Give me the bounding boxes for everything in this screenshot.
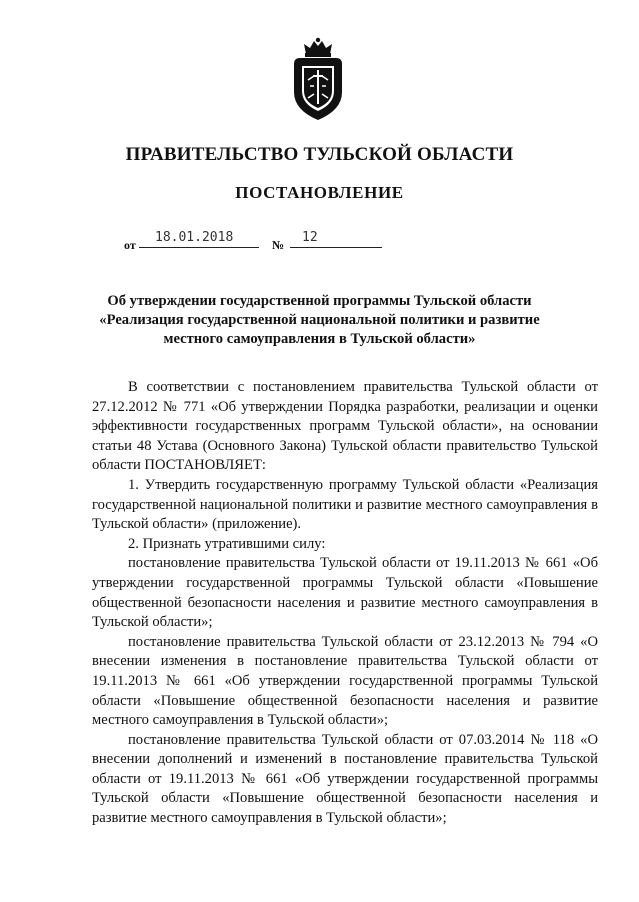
document-number: 12	[290, 230, 382, 248]
item-2-paragraph: 2. Признать утратившими силу:	[128, 535, 326, 552]
item-1-paragraph: 1. Утвердить государственную программу Тульской области «Реализация государственной национальной политики и развитие местного самоуправления в Тульской области» (приложение).	[92, 476, 598, 533]
repealed-act-2: постановление правительства Тульской области от 23.12.2013 № 794 «О внесении изменения в постановление правительства Тульской области от 19.11.2013 № 661 «Об утверждении государственной программы Тульской области «Повышение общественной безопасности населения и развитие местного самоуправления в Тульской области»;	[92, 633, 598, 729]
tula-coat-of-arms-icon	[286, 36, 350, 122]
document-body	[92, 378, 598, 829]
document-date: 18.01.2018	[139, 230, 259, 248]
number-label: №	[272, 238, 285, 252]
title-line-1: Об утверждении государственной программы Тульской области	[107, 293, 532, 309]
preamble-paragraph: В соответствии с постановлением правительства Тульской области от 27.12.2012 № 771 «Об утверждении Порядка разработки, реализации и оценки эффективности государственных программ Тульской области», на основании статьи 48 Устава (Основного Закона) Тульской области правительство Тульской области ПОСТАНОВЛЯЕТ:	[92, 379, 598, 474]
title-line-3: местного самоуправления в Тульской области»	[163, 331, 476, 347]
document-title	[60, 292, 579, 349]
title-line-2: «Реализация государственной национальной политики и развитие	[99, 312, 540, 328]
document-type: ПОСТАНОВЛЕНИЕ	[235, 183, 404, 202]
date-label: от	[124, 238, 136, 252]
repealed-act-1: постановление правительства Тульской области от 19.11.2013 № 661 «Об утверждении государственной программы Тульской области «Повышение общественной безопасности населения и развитие местного самоуправления в Тульской области»;	[92, 555, 598, 631]
repealed-act-3: постановление правительства Тульской области от 07.03.2014 № 118 «О внесении дополнений и изменений в постановление правительства Тульской области от 19.11.2013 № 661 «Об утверждении государственной программы Тульской области «Повышение общественной безопасности населения и развитие местного самоуправления в Тульской области»;	[92, 731, 598, 827]
organization-name: ПРАВИТЕЛЬСТВО ТУЛЬСКОЙ ОБЛАСТИ	[125, 144, 514, 165]
